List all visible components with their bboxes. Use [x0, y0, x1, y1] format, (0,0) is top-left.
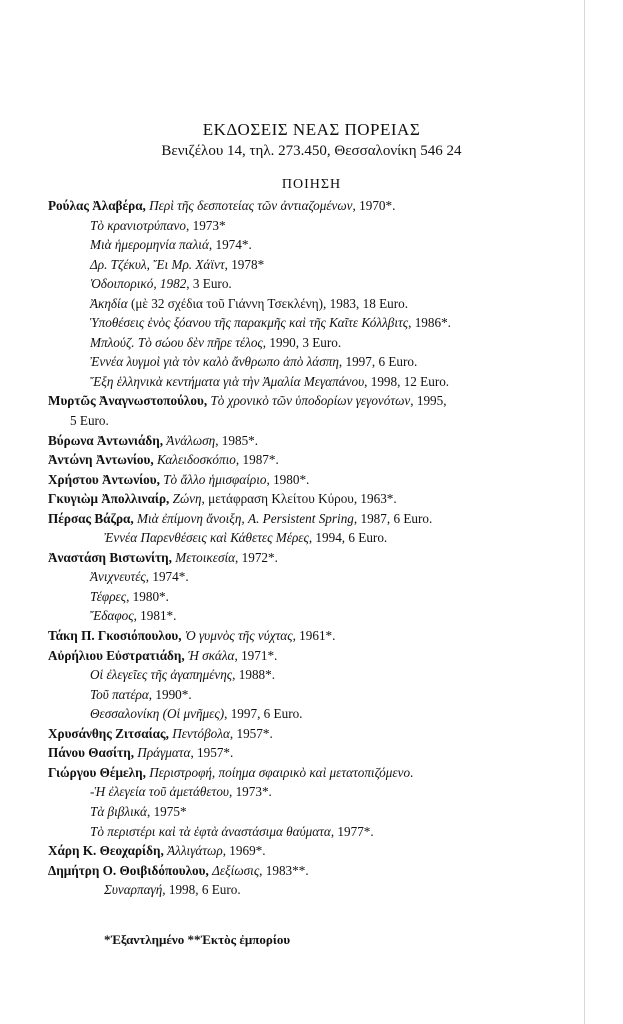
book-title: -Ἡ ἐλεγεία τοῦ ἀμετάθετου [90, 784, 229, 800]
book-details: (μὲ 32 σχέδια τοῦ Γιάννη Τσεκλένη), 1983, 18 Euro. [127, 295, 409, 311]
author-name: Ἀντώνη Ἀντωνίου, [48, 452, 154, 468]
book-details: , 1997, 6 Euro. [224, 706, 303, 722]
author-name: Χάρη Κ. Θεοχαρίδη, [48, 843, 164, 859]
author-name: Αὐρήλιου Εὐστρατιάδη, [48, 647, 185, 663]
author-name: Ρούλας Ἀλαβέρα, [48, 198, 146, 213]
book-title: Καλειδοσκόπιο [156, 452, 236, 468]
catalog-entry [48, 587, 568, 607]
book-details: , 1987, 6 Euro. [353, 510, 433, 526]
book-details: , 1977*. [330, 823, 374, 839]
catalog-entry [48, 489, 568, 509]
catalog-entry [48, 782, 568, 802]
catalog-entry [48, 626, 568, 646]
book-title: Ἀκηδία [90, 295, 128, 311]
book-details: , 1990*. [148, 686, 192, 702]
catalog-entry [48, 841, 568, 861]
catalog-entry [48, 880, 568, 900]
book-title: Τὸ χρονικὸ τῶν ὑποδορίων γεγονότων [210, 393, 411, 409]
catalog-entry [48, 216, 568, 236]
author-name: Χρυσάνθης Ζιτσαίας, [48, 725, 169, 741]
author-name: Ἀναστάση Βιστωνίτη, [48, 549, 172, 565]
author-name: Τάκη Π. Γκοσιόπουλου, [48, 628, 182, 644]
book-title: Τὰ βιβλικά [90, 803, 147, 819]
book-details: , 1986*. [408, 315, 451, 331]
book-title: Ἀνιχνευτές [90, 569, 146, 585]
catalog-entry [48, 606, 568, 626]
catalog-entry [48, 450, 568, 470]
book-title: Ἔδαφος [90, 608, 134, 624]
book-title: Τέφρες [90, 588, 127, 604]
book-details: , 1974*. [145, 569, 189, 585]
book-details: , 1990, 3 Euro. [262, 334, 342, 350]
book-title: Ἐννέα λυγμοὶ γιὰ τὸν καλὸ ἄνθρωπο ἀπὸ λάσπη [90, 354, 339, 370]
catalog-entry [48, 411, 568, 431]
book-title: Τὸ ἄλλο ἡμισφαίριο [163, 471, 267, 487]
book-title: Μιὰ ἡμερομηνία παλιά [90, 237, 209, 253]
catalog-entry [48, 509, 568, 529]
book-title: Ἐννέα Παρενθέσεις καὶ Κάθετες Μέρες [104, 530, 309, 546]
book-details: , 1994, 6 Euro. [308, 530, 388, 546]
catalog-entry [48, 528, 568, 548]
catalog-entry [48, 567, 568, 587]
catalog-entry [48, 763, 568, 783]
book-details: , 1998, 12 Euro. [364, 373, 450, 389]
book-details: , μετάφραση Κλείτου Κύρου, 1963*. [201, 491, 397, 507]
catalog-list [48, 196, 568, 900]
book-title: Μετοικεσία [175, 549, 236, 565]
catalog-entry [48, 724, 568, 744]
book-title: Ἡ σκάλα [187, 647, 235, 663]
book-details: , 1978* [224, 256, 265, 272]
catalog-entry [48, 470, 568, 490]
catalog-entry [48, 352, 568, 372]
book-details: , 1974*. [208, 237, 252, 253]
catalog-entry [48, 294, 568, 314]
book-title: Ἀλλιγάτωρ [167, 843, 223, 859]
publisher-name: ΕΚΔΟΣΕΙΣ ΝΕΑΣ ΠΟΡΕΙΑΣ [202, 120, 421, 139]
catalog-entry [48, 313, 568, 333]
author-name: Πέρσας Βάζρα, [48, 510, 134, 526]
book-details: . [410, 764, 414, 780]
catalog-entry [48, 372, 568, 392]
catalog-entry [48, 391, 568, 411]
catalog-entry [48, 646, 568, 666]
book-details: , 1987*. [235, 452, 279, 468]
book-title: Τοῦ πατέρα [90, 686, 149, 702]
author-name: Δημήτρη Ο. Θοιβιδόπουλου, [48, 862, 209, 878]
catalog-entry [48, 802, 568, 822]
book-title: Οἱ ἐλεγεῖες τῆς ἀγαπημένης [90, 667, 233, 683]
book-details: , 1998, 6 Euro. [162, 882, 241, 898]
book-details: 5 Euro. [70, 413, 109, 429]
book-details: , 1957*. [229, 725, 273, 741]
book-title: Δρ. Τζέκυλ, Ἔι Μρ. Χάϊντ [90, 256, 225, 272]
catalog-entry [48, 548, 568, 568]
publisher-header [0, 119, 623, 161]
book-title: Μιὰ ἐπίμονη ἄνοιξη, A. Persistent Spring [136, 510, 354, 526]
book-details: , 1970*. [352, 198, 396, 213]
book-details: , 1997, 6 Euro. [338, 354, 418, 370]
section-title: ΠΟΙΗΣΗ [281, 177, 342, 192]
author-name: Γιώργου Θέμελη, [48, 764, 146, 780]
book-title: Δεξίωσις [212, 862, 260, 878]
book-details: , 1981*. [133, 608, 177, 624]
book-title: Τὸ περιστέρι καὶ τὰ ἑφτὰ ἀναστάσιμα θαύματα [90, 823, 331, 839]
author-name: Μυρτῶς Ἀναγνωστοπούλου, [48, 393, 208, 409]
catalog-entry [48, 255, 568, 275]
catalog-entry [48, 743, 568, 763]
book-title: Μπλούζ. Τὸ σώου δὲν πῆρε τέλος [90, 334, 263, 350]
catalog-entry [48, 431, 568, 451]
book-details: , 3 Euro. [186, 276, 232, 292]
book-details: , 1975* [146, 803, 187, 819]
book-details: , 1973*. [228, 784, 272, 800]
book-title: Ἔξη ἑλληνικὰ κεντήματα γιὰ τὴν Ἀμαλία Μεγαπάνου [90, 373, 365, 389]
author-name: Πάνου Θασίτη, [48, 745, 134, 761]
book-details: , 1969*. [222, 843, 266, 859]
book-title: Ἀνάλωση [166, 432, 216, 448]
book-details: , 1972*. [235, 549, 278, 565]
catalog-entry [48, 665, 568, 685]
book-title: Συναρπαγή [104, 882, 163, 898]
author-name: Γκυγιὼμ Ἀπολλιναίρ, [48, 491, 170, 507]
book-details: , 1985*. [215, 432, 259, 448]
book-title: Θεσσαλονίκη (Οἱ μνῆμες) [90, 706, 225, 722]
publisher-address: Βενιζέλου 14, τηλ. 273.450, Θεσσαλονίκη 546 24 [161, 143, 462, 159]
catalog-entry [48, 685, 568, 705]
book-title: Περὶ τῆς δεσποτείας τῶν ἀντιαζομένων [149, 198, 353, 213]
book-title: Ὑποθέσεις ἑνὸς ξόανου τῆς παρακμῆς καὶ τῆς Καῖτε Κόλλβιτς [90, 315, 409, 331]
author-name: Βύρωνα Ἀντωνιάδη, [48, 432, 163, 448]
book-title: Πεντόβολα [172, 725, 230, 741]
book-details: , 1995, [410, 393, 447, 409]
footnote: *Ἐξαντλημένο **Ἐκτὸς ἐμπορίου [104, 932, 291, 947]
book-title: Ζώνη [172, 491, 202, 507]
book-title: Ὁ γυμνὸς τῆς νύχτας [184, 628, 293, 644]
book-details: , 1983**. [259, 862, 309, 878]
book-title: Πράγματα [137, 745, 191, 761]
catalog-entry [48, 822, 568, 842]
author-name: Χρήστου Ἀντωνίου, [48, 471, 160, 487]
book-title: Ὁδοιπορικό, 1982 [90, 276, 187, 292]
book-details: , 1961*. [292, 628, 336, 644]
catalog-entry [48, 333, 568, 353]
catalog-entry [48, 704, 568, 724]
catalog-entry [48, 196, 568, 216]
book-details: , 1988*. [232, 667, 276, 683]
book-details: , 1957*. [190, 745, 234, 761]
book-details: , 1973* [186, 217, 226, 233]
book-title: Περιστροφή, ποίημα σφαιρικὸ καὶ μετατοπιζόμενο [149, 764, 411, 780]
book-title: Τὸ κρανιοτρύπανο [90, 217, 186, 233]
book-details: , 1980*. [266, 471, 310, 487]
catalog-entry [48, 235, 568, 255]
book-details: , 1980*. [126, 588, 169, 604]
book-details: , 1971*. [234, 647, 278, 663]
catalog-entry [48, 861, 568, 881]
catalog-entry [48, 274, 568, 294]
